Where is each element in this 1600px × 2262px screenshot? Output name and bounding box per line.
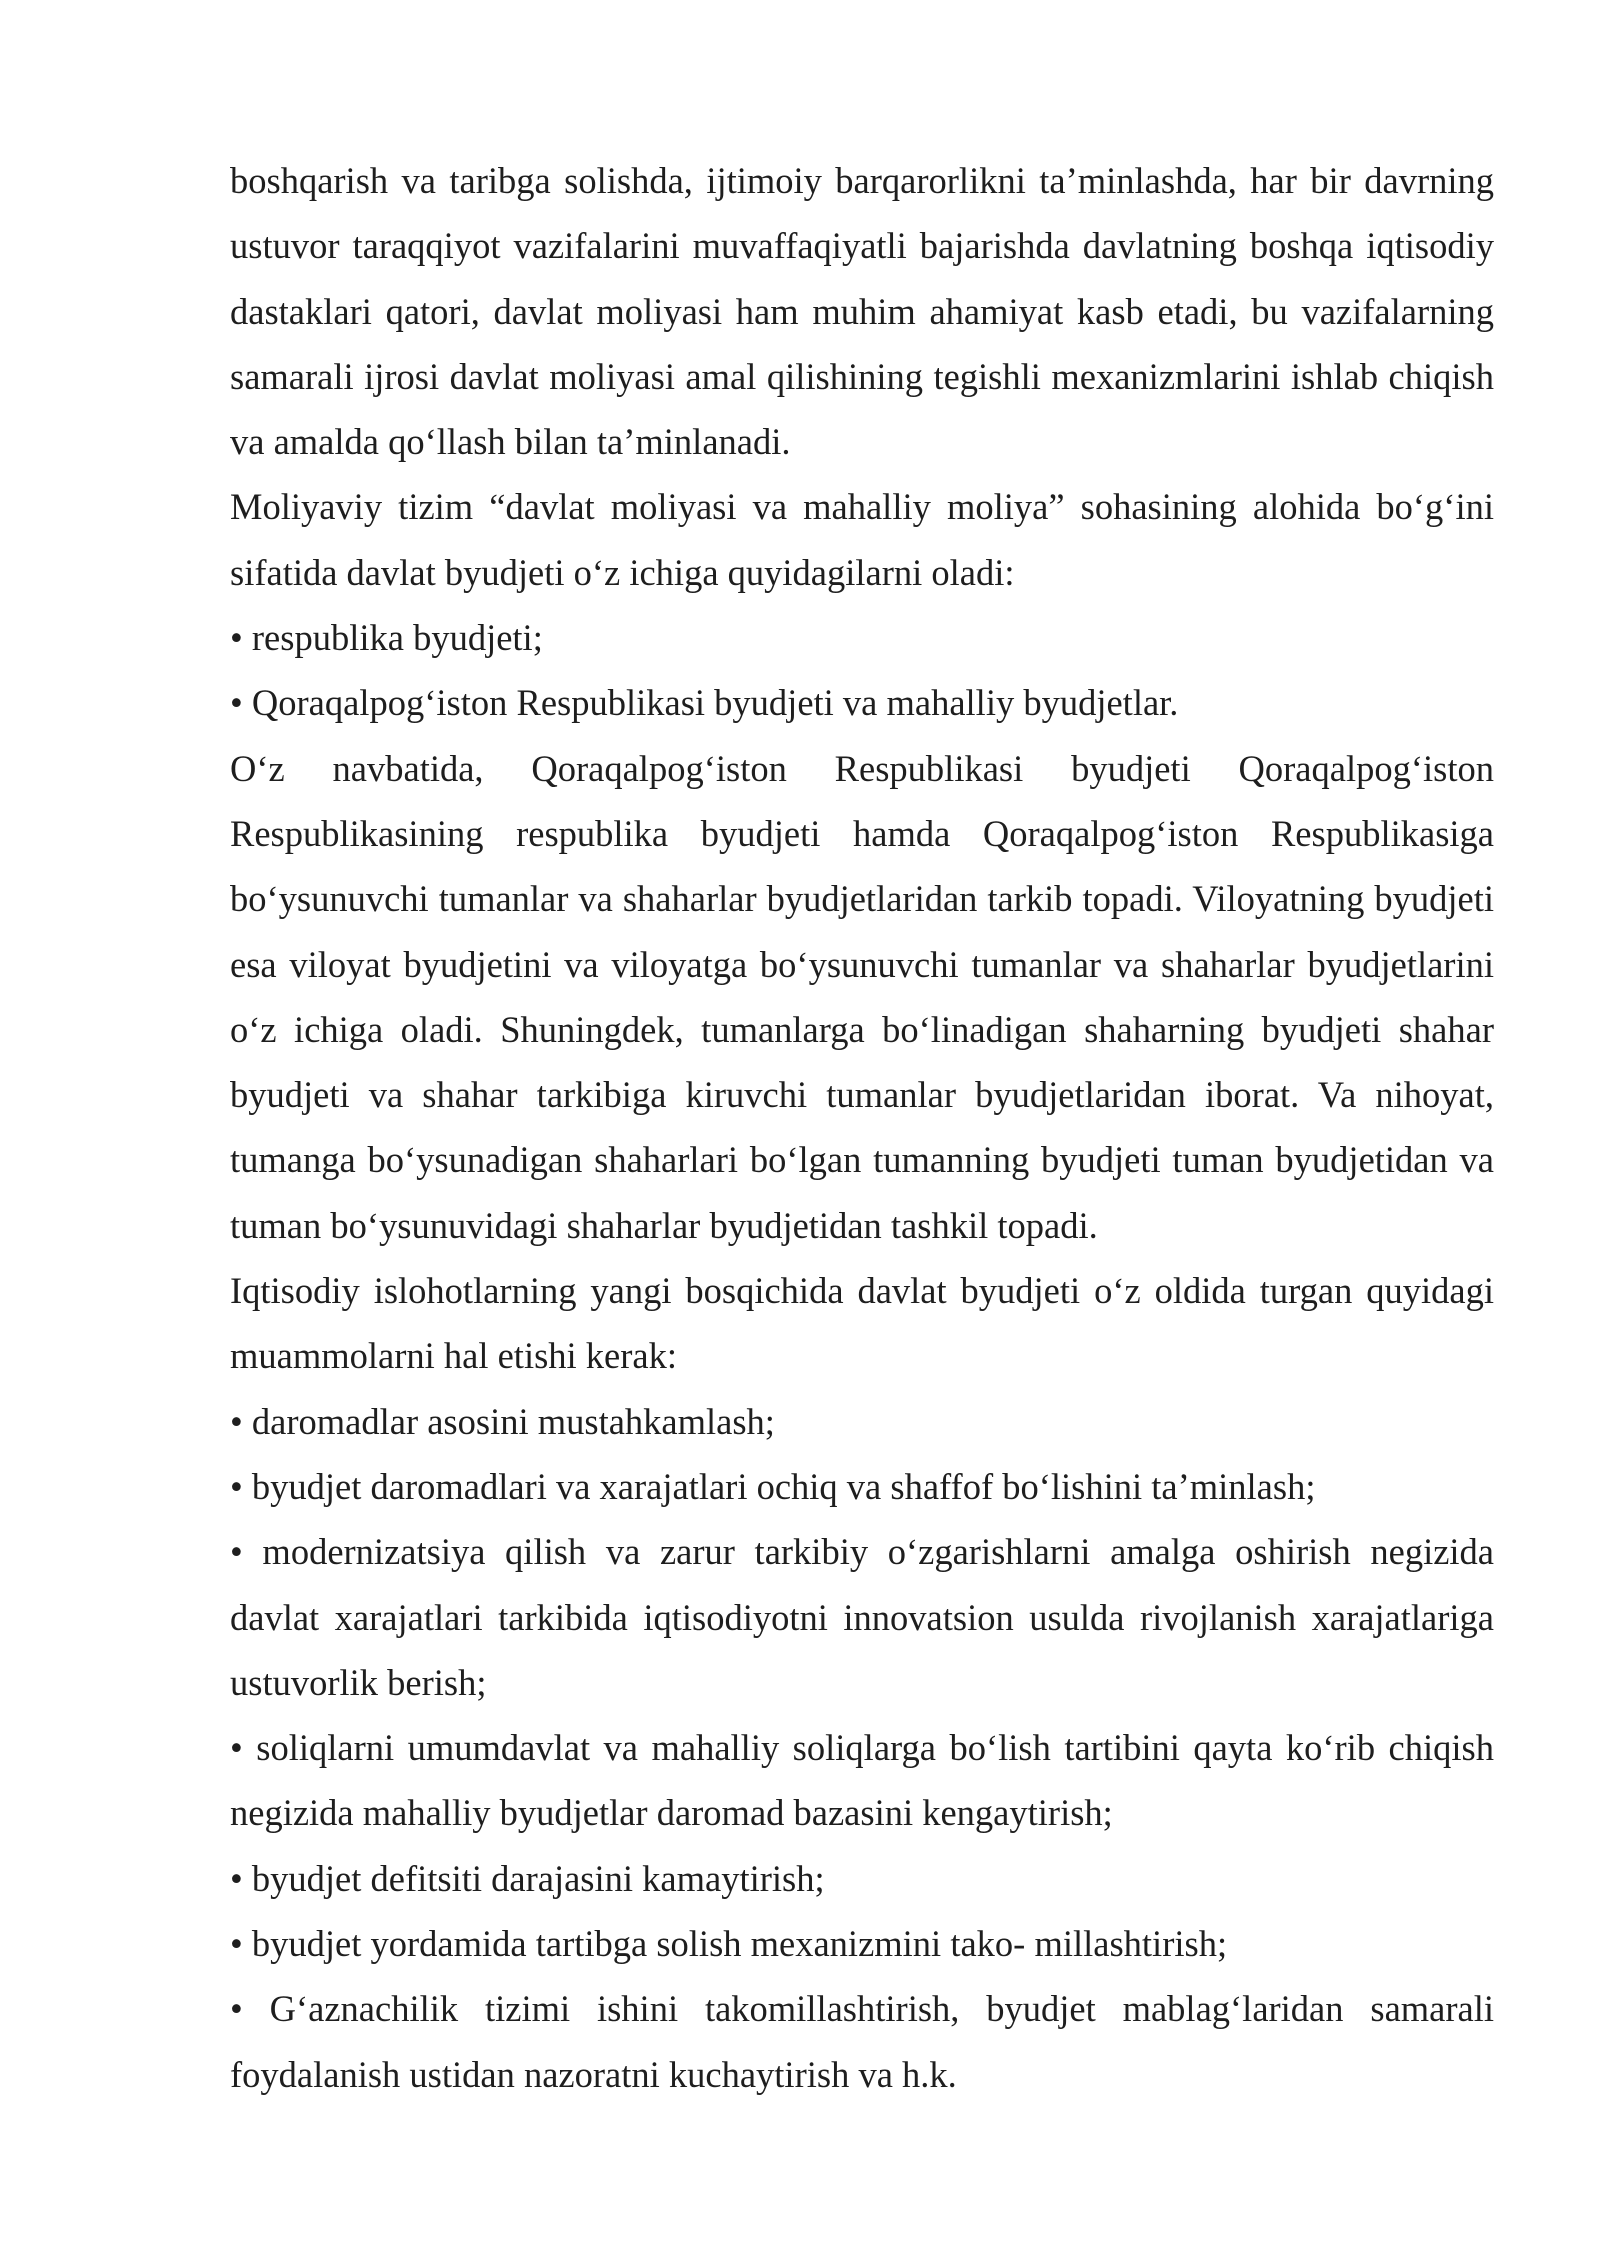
list-item-karakalpakstan-budget: • Qoraqalpog‘iston Respublikasi byudjeti va mahalliy byudjetlar. [230,682,1179,724]
paragraph-state-finance-intro: boshqarish va taribga solishda, ijtimoiy barqarorlikni ta’minlashda, har bir davrning ustuvor taraqqiyot vazifalarini muvaffaqiyatli bajarishda davlatning boshqa iqtisodiy dastaklari qatori, davlat moliyasi ham muhim ahamiyat kasb etadi, bu vazifalarning samarali ijrosi davlat moliyasi amal qilishining tegishli mexanizmlarini ishlab chiqish va amalda qo‘llash bilan ta’minlanadi. [230,160,1494,463]
paragraph-budget-structure: O‘z navbatida, Qoraqalpog‘iston Respublikasi byudjeti Qoraqalpog‘iston Respublikasining respublika byudjeti hamda Qoraqalpog‘iston Respublikasiga bo‘ysunuvchi tumanlar va shaharlar byudjetlaridan tarkib topadi. Viloyatning byudjeti esa viloyat byudjetini va viloyatga bo‘ysunuvchi tumanlar va shaharlar byudjetlarini o‘z ichiga oladi. Shuningdek, tumanlarga bo‘linadigan shaharning byudjeti shahar byudjeti va shahar tarkibiga kiruvchi tumanlar byudjetlaridan iborat. Va nihoyat, tumanga bo‘ysunadigan shaharlari bo‘lgan tumanning byudjeti tuman byudjetidan va tuman bo‘ysunuvidagi shaharlar byudjetidan tashkil topadi. [230,747,1494,1246]
list-item-treasury: • G‘aznachilik tizimi ishini takomillashtirish, byudjet mablag‘laridan samarali foydalanish ustidan nazoratni kuchaytirish va h.k. [230,1988,1494,2095]
list-item-modernization: • modernizatsiya qilish va zarur tarkibiy o‘zgarishlarni amalga oshirish negizida davlat xarajatlari tarkibida iqtisodiyotni innovatsion usulda rivojlanish xarajatlariga ustuvorlik berish; [230,1531,1494,1703]
list-item-tax-division: • soliqlarni umumdavlat va mahalliy soliqlarga bo‘lish tartibini qayta ko‘rib chiqish negizida mahalliy byudjetlar daromad bazasini kengaytirish; [230,1727,1494,1834]
list-item-deficit: • byudjet defitsiti darajasini kamaytirish; [230,1857,825,1899]
list-item-regulation-mechanism: • byudjet yordamida tartibga solish mexanizmini tako- millashtirish; [230,1923,1228,1965]
paragraph-financial-system: Moliyaviy tizim “davlat moliyasi va mahalliy moliya” sohasining alohida bo‘g‘ini sifatida davlat byudjeti o‘z ichiga quyidagilarni oladi: [230,486,1494,593]
list-item-republic-budget: • respublika byudjeti; [230,617,543,659]
list-item-transparency: • byudjet daromadlari va xarajatlari ochiq va shaffof bo‘lishini ta’minlash; [230,1465,1316,1507]
list-item-revenue-base: • daromadlar asosini mustahkamlash; [230,1400,775,1442]
document-page [230,148,1494,2107]
paragraph-reform-tasks: Iqtisodiy islohotlarning yangi bosqichida davlat byudjeti o‘z oldida turgan quyidagi muammolarni hal etishi kerak: [230,1270,1494,1377]
